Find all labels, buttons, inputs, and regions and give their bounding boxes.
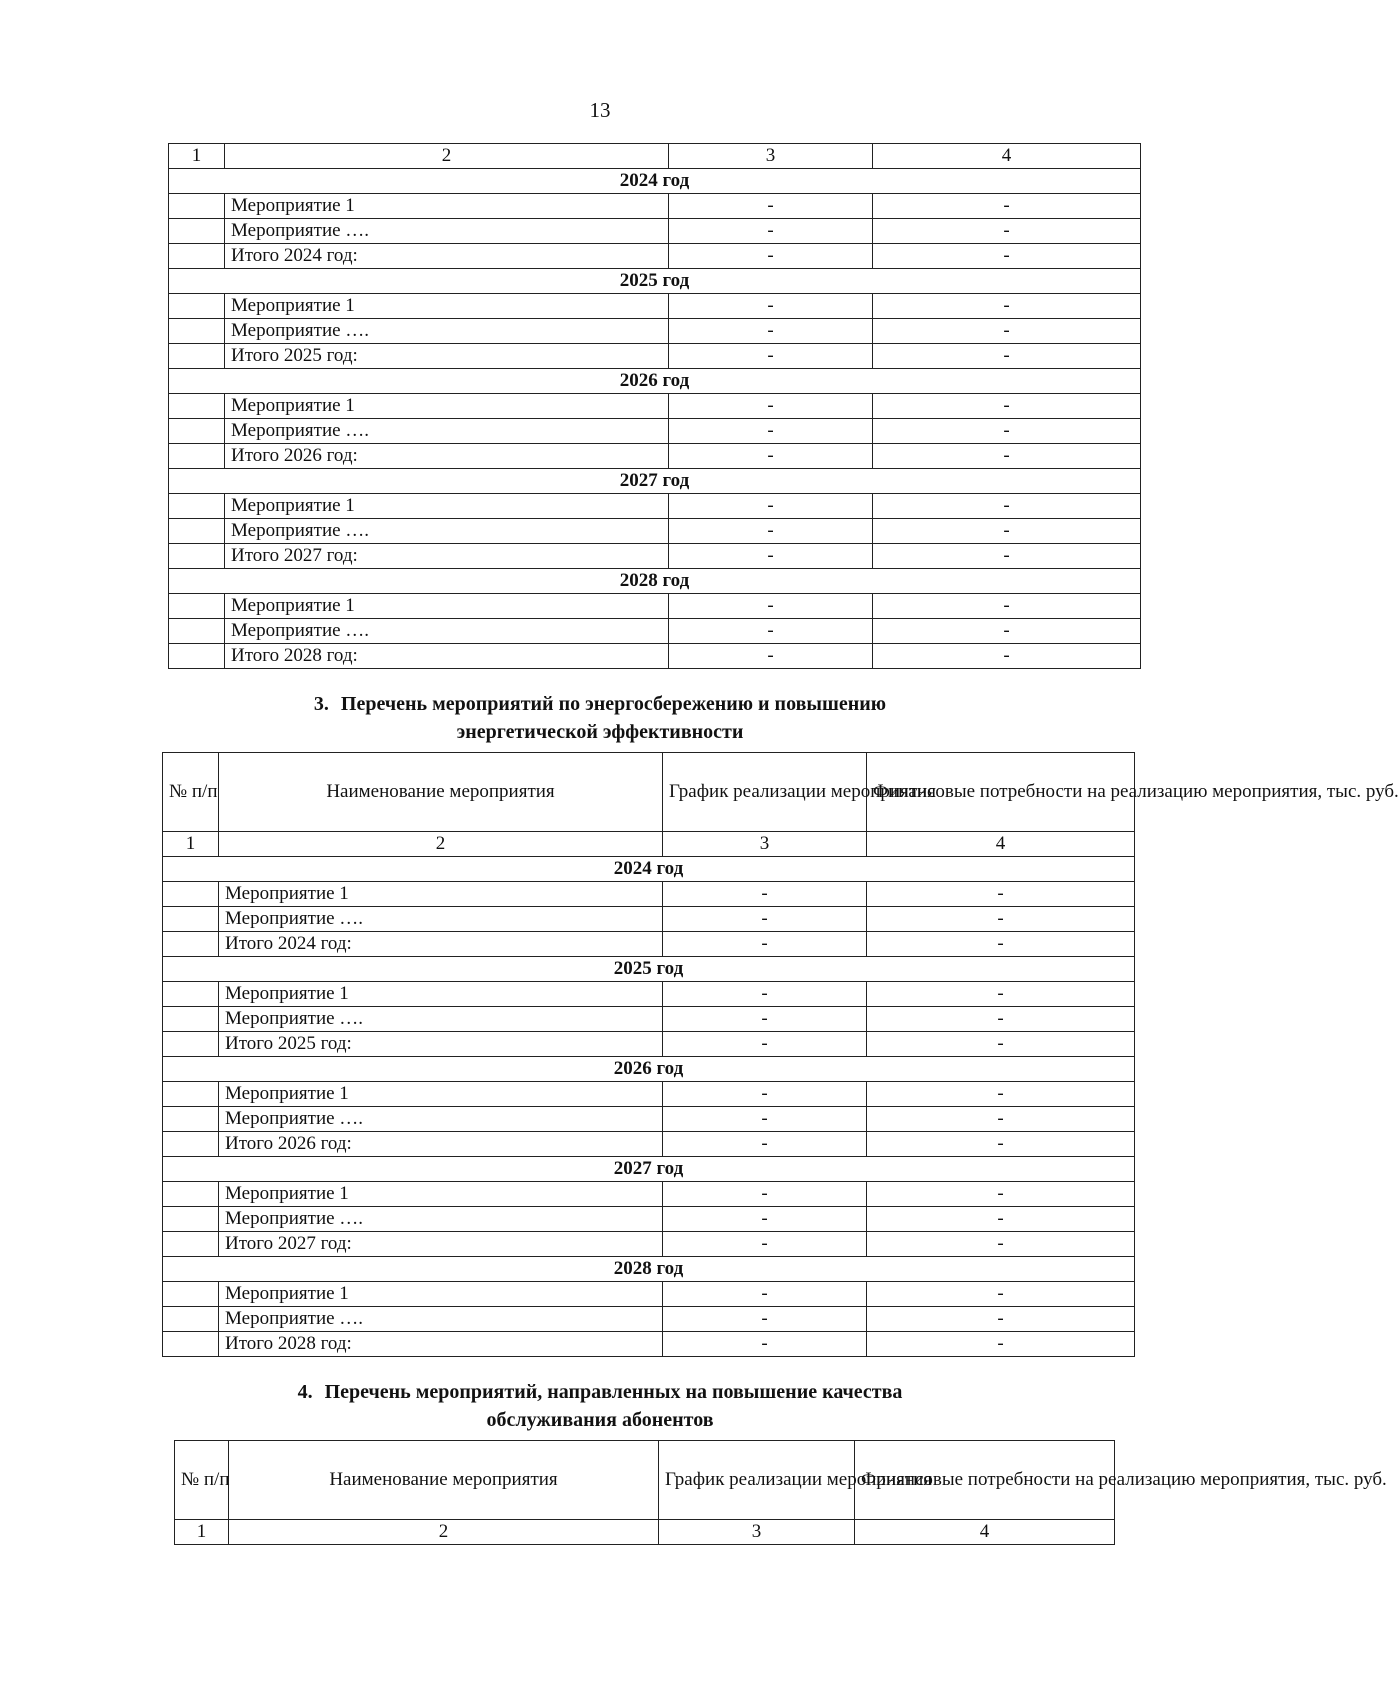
schedule-cell: - (663, 982, 867, 1007)
table-row (169, 594, 1141, 619)
finance-cell: - (867, 1132, 1135, 1157)
measure-name: Мероприятие 1 (219, 982, 663, 1007)
row-number-cell (169, 644, 225, 669)
schedule-cell: - (663, 1307, 867, 1332)
row-number-cell (163, 1007, 219, 1032)
finance-cell: - (867, 1307, 1135, 1332)
table-row (163, 882, 1135, 907)
column-number-row (163, 832, 1135, 857)
schedule-cell: - (669, 319, 873, 344)
row-number-cell (169, 244, 225, 269)
table-row (163, 982, 1135, 1007)
schedule-cell: - (663, 1182, 867, 1207)
section-3-title (0, 690, 1200, 746)
total-row (163, 1032, 1135, 1057)
finance-cell: - (867, 982, 1135, 1007)
schedule-cell: - (663, 1082, 867, 1107)
measure-name: Мероприятие …. (225, 619, 669, 644)
year-label: 2026 год (169, 369, 1141, 394)
total-row (169, 244, 1141, 269)
total-label: Итого 2025 год: (219, 1032, 663, 1057)
total-label: Итого 2025 год: (225, 344, 669, 369)
total-label: Итого 2026 год: (219, 1132, 663, 1157)
measure-name: Мероприятие …. (225, 319, 669, 344)
header-schedule: График реализации мероприятия (663, 753, 867, 832)
measure-name: Мероприятие 1 (225, 194, 669, 219)
year-header-row (163, 1157, 1135, 1182)
finance-cell: - (867, 1032, 1135, 1057)
row-number-cell (163, 1332, 219, 1357)
table-row (169, 619, 1141, 644)
year-label: 2024 год (169, 169, 1141, 194)
finance-cell: - (867, 1007, 1135, 1032)
measure-name: Мероприятие …. (219, 907, 663, 932)
col-number-1: 1 (175, 1520, 229, 1545)
row-number-cell (163, 1282, 219, 1307)
row-number-cell (169, 344, 225, 369)
year-header-row (163, 857, 1135, 882)
total-label: Итого 2026 год: (225, 444, 669, 469)
col-number-2: 2 (225, 144, 669, 169)
row-number-cell (163, 1232, 219, 1257)
year-label: 2028 год (163, 1257, 1135, 1282)
total-row (169, 644, 1141, 669)
header-name: Наименование мероприятия (229, 1441, 659, 1520)
row-number-cell (169, 319, 225, 344)
section-3-number: 3. (313, 693, 329, 715)
year-label: 2026 год (163, 1057, 1135, 1082)
row-number-cell (163, 932, 219, 957)
finance-cell: - (867, 1332, 1135, 1357)
section-4-number: 4. (297, 1381, 313, 1403)
col-number-3: 3 (663, 832, 867, 857)
col-number-3: 3 (659, 1520, 855, 1545)
schedule-cell: - (663, 1232, 867, 1257)
finance-cell: - (867, 1207, 1135, 1232)
finance-cell: - (873, 544, 1141, 569)
schedule-cell: - (669, 294, 873, 319)
finance-cell: - (873, 444, 1141, 469)
measure-name: Мероприятие …. (219, 1007, 663, 1032)
col-number-1: 1 (169, 144, 225, 169)
table-energy-saving-measures (162, 752, 1399, 1357)
row-number-cell (169, 419, 225, 444)
row-number-cell (163, 1307, 219, 1332)
header-name: Наименование мероприятия (219, 753, 663, 832)
section-4-title-line1: Перечень мероприятий, направленных на повышение качества (324, 1381, 903, 1403)
measure-name: Мероприятие 1 (219, 1282, 663, 1307)
table-row (169, 494, 1141, 519)
year-label: 2025 год (163, 957, 1135, 982)
row-number-cell (169, 444, 225, 469)
year-header-row (169, 569, 1141, 594)
measure-name: Мероприятие 1 (225, 494, 669, 519)
measure-name: Мероприятие 1 (225, 394, 669, 419)
finance-cell: - (867, 907, 1135, 932)
finance-cell: - (873, 519, 1141, 544)
schedule-cell: - (669, 644, 873, 669)
schedule-cell: - (663, 1132, 867, 1157)
row-number-cell (163, 982, 219, 1007)
finance-cell: - (873, 244, 1141, 269)
table-row (169, 394, 1141, 419)
year-label: 2027 год (169, 469, 1141, 494)
column-number-row (169, 144, 1141, 169)
section-3-title-line2: энергетической эффективности (456, 721, 744, 743)
row-number-cell (163, 882, 219, 907)
table-customer-service-measures (174, 1440, 1387, 1545)
schedule-cell: - (669, 544, 873, 569)
measure-name: Мероприятие 1 (219, 1182, 663, 1207)
total-row (163, 932, 1135, 957)
total-row (169, 344, 1141, 369)
year-label: 2025 год (169, 269, 1141, 294)
column-number-row (175, 1520, 1115, 1545)
row-number-cell (169, 194, 225, 219)
year-label: 2027 год (163, 1157, 1135, 1182)
schedule-cell: - (663, 1107, 867, 1132)
table-row (169, 294, 1141, 319)
total-label: Итого 2028 год: (219, 1332, 663, 1357)
schedule-cell: - (669, 419, 873, 444)
table-row (169, 194, 1141, 219)
schedule-cell: - (663, 1032, 867, 1057)
schedule-cell: - (669, 444, 873, 469)
year-header-row (163, 1257, 1135, 1282)
row-number-cell (169, 494, 225, 519)
row-number-cell (169, 594, 225, 619)
measure-name: Мероприятие …. (219, 1207, 663, 1232)
row-number-cell (163, 1082, 219, 1107)
finance-cell: - (873, 394, 1141, 419)
col-number-2: 2 (229, 1520, 659, 1545)
table-row (163, 1082, 1135, 1107)
section-4-title (0, 1378, 1200, 1434)
measure-name: Мероприятие …. (219, 1307, 663, 1332)
measure-name: Мероприятие …. (219, 1107, 663, 1132)
schedule-cell: - (669, 194, 873, 219)
schedule-cell: - (669, 619, 873, 644)
section-4-title-line2: обслуживания абонентов (486, 1409, 714, 1431)
total-row (169, 444, 1141, 469)
table-row (169, 319, 1141, 344)
table-row (163, 1007, 1135, 1032)
measure-name: Мероприятие …. (225, 519, 669, 544)
finance-cell: - (873, 419, 1141, 444)
col-number-4: 4 (867, 832, 1135, 857)
total-label: Итого 2024 год: (219, 932, 663, 957)
header-finance: Финансовые потребности на реализацию мероприятия, тыс. руб. (867, 753, 1135, 832)
total-row (163, 1132, 1135, 1157)
finance-cell: - (873, 294, 1141, 319)
schedule-cell: - (669, 519, 873, 544)
finance-cell: - (867, 932, 1135, 957)
total-row (163, 1332, 1135, 1357)
schedule-cell: - (663, 1332, 867, 1357)
table-row (163, 1282, 1135, 1307)
row-number-cell (169, 219, 225, 244)
row-number-cell (169, 294, 225, 319)
year-header-row (163, 1057, 1135, 1082)
schedule-cell: - (663, 907, 867, 932)
section-3-title-line1: Перечень мероприятий по энергосбережению и повышению (340, 693, 887, 715)
row-number-cell (169, 544, 225, 569)
finance-cell: - (867, 1107, 1135, 1132)
header-number: № п/п (175, 1441, 229, 1520)
schedule-cell: - (669, 394, 873, 419)
table-row (163, 1107, 1135, 1132)
finance-cell: - (867, 882, 1135, 907)
table-row (169, 519, 1141, 544)
year-header-row (169, 469, 1141, 494)
header-number: № п/п (163, 753, 219, 832)
year-header-row (169, 369, 1141, 394)
page-number: 13 (589, 98, 611, 122)
table-row (163, 1207, 1135, 1232)
row-number-cell (163, 1032, 219, 1057)
header-row (163, 753, 1135, 832)
total-label: Итого 2027 год: (219, 1232, 663, 1257)
total-label: Итого 2024 год: (225, 244, 669, 269)
schedule-cell: - (663, 882, 867, 907)
header-row (175, 1441, 1115, 1520)
table-row (169, 219, 1141, 244)
finance-cell: - (873, 644, 1141, 669)
table-row (169, 419, 1141, 444)
finance-cell: - (873, 494, 1141, 519)
row-number-cell (163, 907, 219, 932)
finance-cell: - (873, 594, 1141, 619)
schedule-cell: - (669, 344, 873, 369)
measure-name: Мероприятие 1 (219, 882, 663, 907)
year-label: 2024 год (163, 857, 1135, 882)
finance-cell: - (867, 1232, 1135, 1257)
measure-name: Мероприятие 1 (225, 294, 669, 319)
table-continuation (168, 143, 1141, 669)
finance-cell: - (867, 1182, 1135, 1207)
header-finance: Финансовые потребности на реализацию мероприятия, тыс. руб. (855, 1441, 1115, 1520)
row-number-cell (163, 1207, 219, 1232)
table-row (163, 907, 1135, 932)
finance-cell: - (867, 1282, 1135, 1307)
row-number-cell (169, 394, 225, 419)
row-number-cell (163, 1182, 219, 1207)
year-header-row (163, 957, 1135, 982)
col-number-2: 2 (219, 832, 663, 857)
total-label: Итого 2028 год: (225, 644, 669, 669)
total-row (163, 1232, 1135, 1257)
schedule-cell: - (663, 1282, 867, 1307)
finance-cell: - (873, 619, 1141, 644)
year-header-row (169, 169, 1141, 194)
year-header-row (169, 269, 1141, 294)
finance-cell: - (873, 219, 1141, 244)
schedule-cell: - (669, 494, 873, 519)
total-label: Итого 2027 год: (225, 544, 669, 569)
finance-cell: - (873, 319, 1141, 344)
measure-name: Мероприятие …. (225, 219, 669, 244)
row-number-cell (163, 1107, 219, 1132)
schedule-cell: - (669, 244, 873, 269)
schedule-cell: - (669, 219, 873, 244)
schedule-cell: - (663, 1007, 867, 1032)
row-number-cell (169, 619, 225, 644)
total-row (169, 544, 1141, 569)
measure-name: Мероприятие …. (225, 419, 669, 444)
row-number-cell (169, 519, 225, 544)
schedule-cell: - (663, 932, 867, 957)
finance-cell: - (873, 344, 1141, 369)
col-number-3: 3 (669, 144, 873, 169)
table-row (163, 1182, 1135, 1207)
table-row (163, 1307, 1135, 1332)
measure-name: Мероприятие 1 (225, 594, 669, 619)
finance-cell: - (873, 194, 1141, 219)
row-number-cell (163, 1132, 219, 1157)
col-number-4: 4 (873, 144, 1141, 169)
finance-cell: - (867, 1082, 1135, 1107)
header-schedule: График реализации мероприятия (659, 1441, 855, 1520)
schedule-cell: - (663, 1207, 867, 1232)
schedule-cell: - (669, 594, 873, 619)
measure-name: Мероприятие 1 (219, 1082, 663, 1107)
col-number-1: 1 (163, 832, 219, 857)
col-number-4: 4 (855, 1520, 1115, 1545)
year-label: 2028 год (169, 569, 1141, 594)
